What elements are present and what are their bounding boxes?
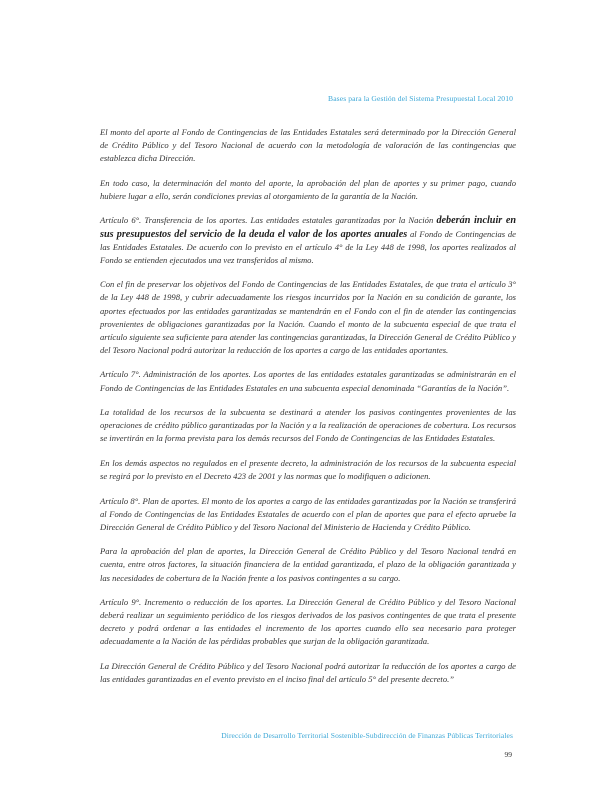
document-body [100,126,516,698]
running-header: Bases para la Gestión del Sistema Presupuestal Local 2010 [328,94,513,103]
paragraph-preservar-objetivos: Con el fin de preservar los objetivos del Fondo de Contingencias de las Entidades Estatales, de que trata el artículo 3° de la Ley 448 de 1998, y cubrir adecuadamente los riesgos incurridos por la Nación en su condición de garante, los aportes efectuados por las entidades garantizadas se mantendrán en el Fondo con el fin de atender las contingencias provenientes de obligaciones garantizadas por la Nación. Cuando el monto de la subcuenta especial de que trata el artículo siguiente sea suficiente para atender las contingencias garantizadas, la Dirección General de Crédito Público y del Tesoro Nacional podrá autorizar la reducción de los aportes a cargo de las entidades aportantes. [100,279,516,355]
paragraph-determinacion-monto: En todo caso, la determinación del monto del aporte, la aprobación del plan de aportes y su primer pago, cuando hubiere lugar a ello, serán condiciones previas al otorgamiento de la garantía de la Nación. [100,177,516,201]
paragraph-totalidad-recursos: La totalidad de los recursos de la subcuenta se destinará a atender los pasivos contingentes provenientes de las operaciones de crédito público garantizadas por la Nación y a la realización de operaciones de cobertura. Los recursos se invertirán en la forma prevista para los demás recursos del Fondo de Contingencias de las Entidades Estatales. [100,407,516,444]
paragraph-articulo-9: Artículo 9°. Incremento o reducción de los aportes. La Dirección General de Crédito Público y del Tesoro Nacional deberá realizar un seguimiento periódico de los riesgos derivados de los pasivos contingentes de que trata el presente decreto y podrá ordenar a las entidades el incremento de los aportes cuando ello sea necesario para proteger adecuadamente a la Nación de las pérdidas probables que surjan de la obligación garantizada. [100,597,516,647]
paragraph-articulo-7: Artículo 7°. Administración de los aportes. Los aportes de las entidades estatales garantizadas se administrarán en el Fondo de Contingencias de las Entidades Estatales en una subcuenta especial denominada “Garantías de la Nación”. [100,369,516,393]
articulo-6-text-end: al Fondo de Contingencias de las Entidades Estatales. De acuerdo con lo previsto en el artículo 4° de la Ley 448 de 1998, los aportes realizados al Fondo se entienden ejecutados una vez transferidos al mismo. [100,228,516,265]
paragraph-aporte-monto: El monto del aporte al Fondo de Contingencias de las Entidades Estatales será determinado por la Dirección General de Crédito Público y del Tesoro Nacional de acuerdo con la metodología de valoración de las contingencias que establezca dicha Dirección. [100,127,516,164]
articulo-6-text-start: Artículo 6°. Transferencia de los aportes. Las entidades estatales garantizadas por la Nación [100,215,437,226]
articulo-6-emphasis: deberán incluir en sus presupuestos del servicio de la deuda el valor de los aportes anuales [100,215,517,240]
paragraph-aprobacion-plan: Para la aprobación del plan de aportes, la Dirección General de Crédito Público y del Tesoro Nacional tendrá en cuenta, entre otros factores, la situación financiera de la entidad garantizada, el plazo de la obligación garantizada y las necesidades de cobertura de la Nación frente a los pasivos contingentes a su cargo. [100,546,516,583]
paragraph-articulo-6 [100,214,516,266]
running-footer: Dirección de Desarrollo Territorial Sostenible-Subdirección de Finanzas Públicas Territoriales [221,731,513,740]
page-number: 99 [504,750,512,759]
paragraph-demas-aspectos: En los demás aspectos no regulados en el presente decreto, la administración de los recursos de la subcuenta especial se regirá por lo previsto en el Decreto 423 de 2001 y las normas que lo modifiquen o adicionen. [100,457,516,481]
paragraph-articulo-8: Artículo 8°. Plan de aportes. El monto de los aportes a cargo de las entidades garantizadas por la Nación se transferirá al Fondo de Contingencias de las Entidades Estatales de acuerdo con el plan de aportes que para el efecto apruebe la Dirección General de Crédito Público y del Tesoro Nacional del Ministerio de Hacienda y Crédito Público. [100,495,516,532]
paragraph-reduccion-aportes: La Dirección General de Crédito Público y del Tesoro Nacional podrá autorizar la reducción de los aportes a cargo de las entidades garantizadas en el evento previsto en el inciso final del artículo 5° del presente decreto.” [100,661,516,685]
